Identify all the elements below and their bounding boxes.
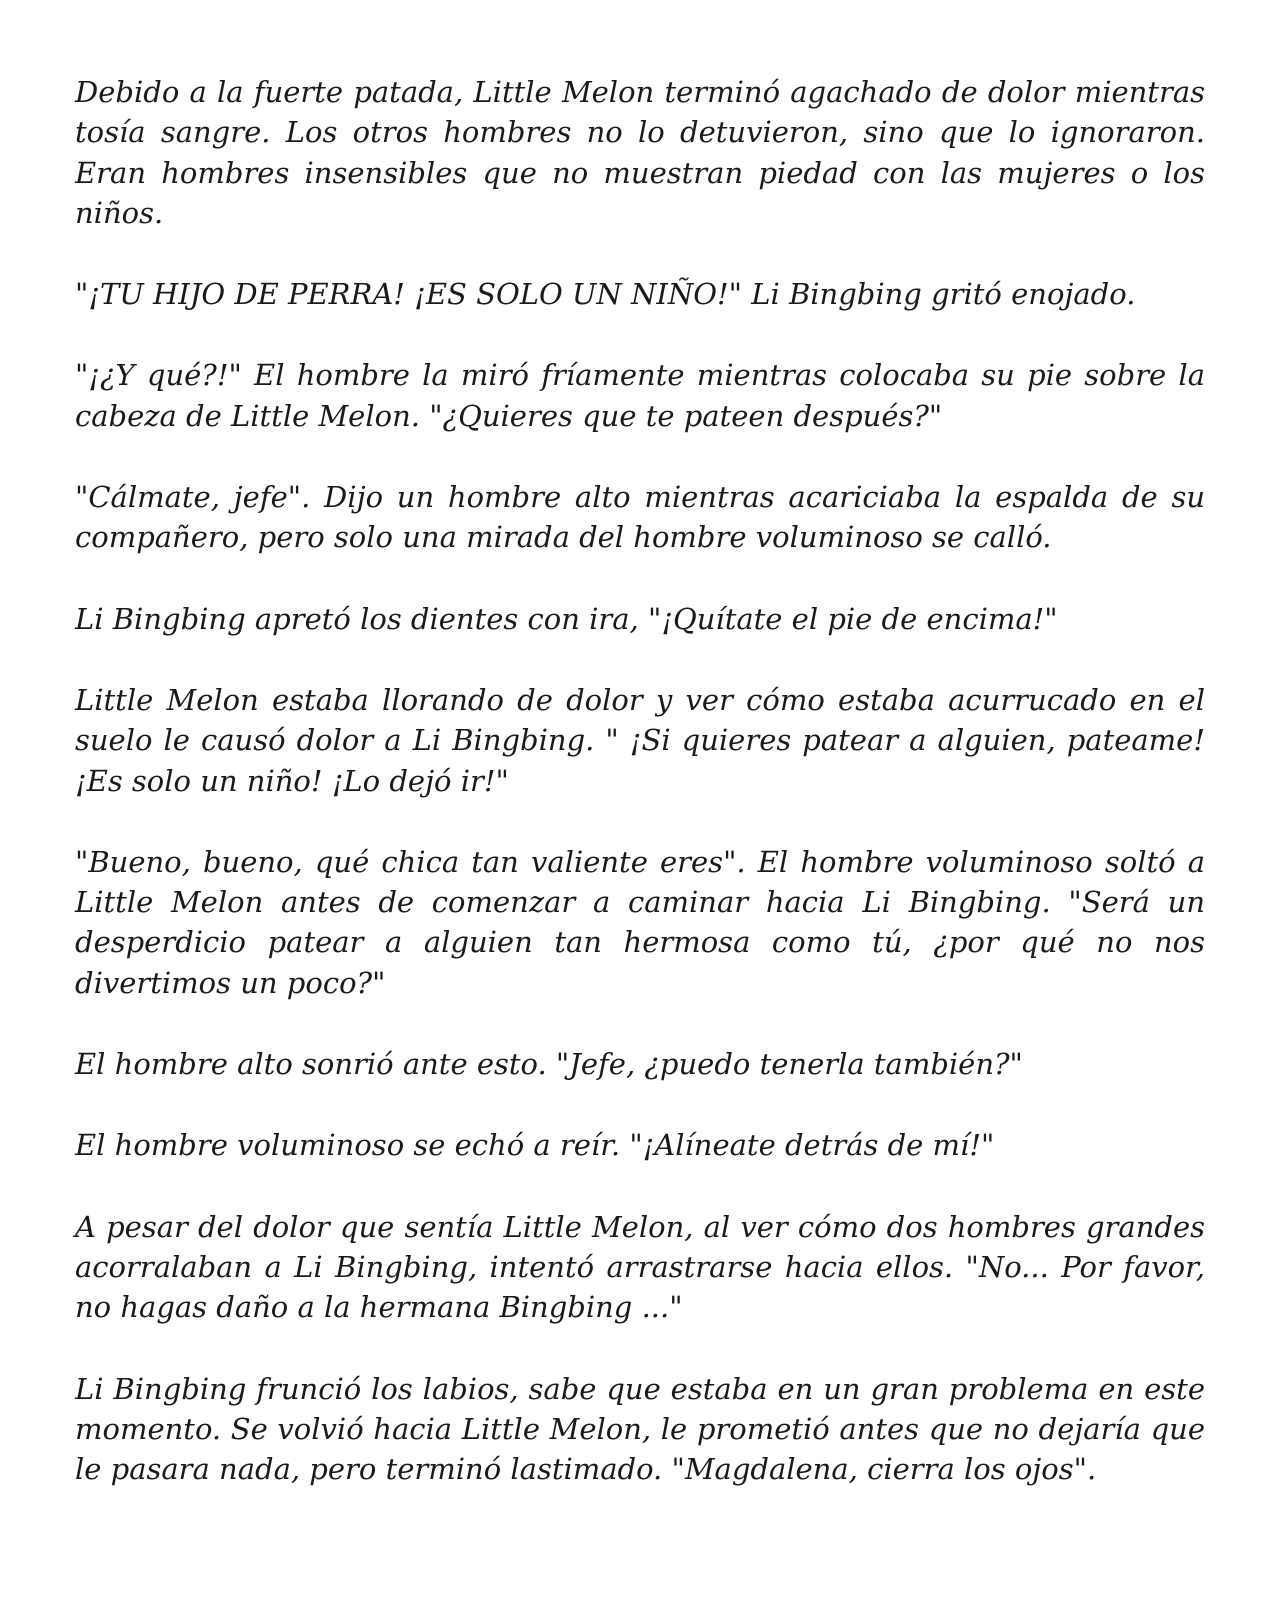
paragraph-1: Debido a la fuerte patada, Little Melon terminó agachado de dolor mientras tosía sangre. Los otros hombres no lo detuvieron, sino que lo ignoraron. Eran hombres insensibles que no muestran piedad con las mujeres o los niños. xyxy=(75,75,1205,230)
document-page xyxy=(75,72,1205,1489)
paragraph-11: Li Bingbing frunció los labios, sabe que estaba en un gran problema en este momento. Se volvió hacia Little Melon, le prometió antes que no dejaría que le pasara nada, pero terminó lastimado. "Magdalena, cierra los ojos". xyxy=(75,1371,1205,1487)
paragraph-10: A pesar del dolor que sentía Little Melon, al ver cómo dos hombres grandes acorralaban a Li Bingbing, intentó arrastrarse hacia ellos. "No... Por favor, no hagas daño a la hermana Bingbing ..." xyxy=(75,1209,1205,1325)
paragraph-2: "¡TU HIJO DE PERRA! ¡ES SOLO UN NIÑO!" Li Bingbing gritó enojado. xyxy=(75,277,1136,312)
paragraph-9: El hombre voluminoso se echó a reír. "¡Alíneate detrás de mí!" xyxy=(75,1128,995,1163)
paragraph-4: "Cálmate, jefe". Dijo un hombre alto mientras acariciaba la espalda de su compañero, pero solo una mirada del hombre voluminoso se calló. xyxy=(75,480,1205,555)
paragraph-6: Little Melon estaba llorando de dolor y ver cómo estaba acurrucado en el suelo le causó dolor a Li Bingbing. " ¡Si quieres patear a alguien, pateame! ¡Es solo un niño! ¡Lo dejó ir!" xyxy=(75,682,1205,798)
paragraph-7: "Bueno, bueno, qué chica tan valiente eres". El hombre voluminoso soltó a Little Melon antes de comenzar a caminar hacia Li Bingbing. "Será un desperdicio patear a alguien tan hermosa como tú, ¿por qué no nos divertimos un poco?" xyxy=(75,844,1205,1000)
paragraph-5: Li Bingbing apretó los dientes con ira, "¡Quítate el pie de encima!" xyxy=(75,601,1058,636)
paragraph-8: El hombre alto sonrió ante esto. "Jefe, ¿puedo tenerla también?" xyxy=(75,1047,1023,1082)
paragraph-3: "¡¿Y qué?!" El hombre la miró fríamente mientras colocaba su pie sobre la cabeza de Little Melon. "¿Quieres que te pateen después?" xyxy=(75,358,1205,433)
